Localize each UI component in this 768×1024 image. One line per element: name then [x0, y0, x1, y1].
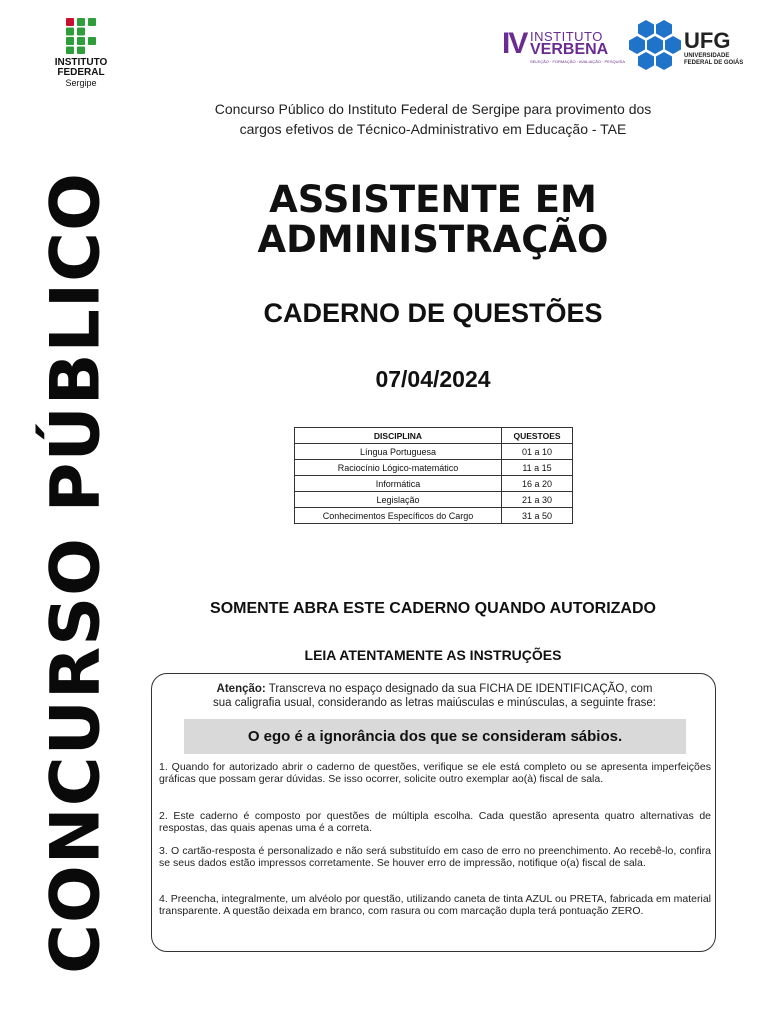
table-cell-questions: 16 a 20: [502, 476, 573, 492]
table-header-row: [295, 428, 573, 444]
title-line1: ASSISTENTE EM: [269, 178, 597, 221]
table-row: [295, 476, 573, 492]
disciplines-table: [294, 427, 573, 524]
attention-line2: sua caligrafia usual, considerando as letras maiúsculas e minúsculas, a seguinte frase:: [213, 697, 656, 709]
verbena-line1: INSTITUTO: [530, 29, 603, 44]
table-cell-discipline: Informática: [295, 476, 502, 492]
instructions-box: [151, 673, 716, 952]
if-logo-line2: FEDERAL: [57, 67, 105, 78]
side-title: CONCURSO PÚBLICO: [36, 172, 116, 974]
phrase-box: O ego é a ignorância dos que se consideram sábios.: [184, 719, 686, 754]
ufg-subtitle: [684, 53, 743, 67]
verbena-tagline: SELEÇÃO · FORMAÇÃO · AVALIAÇÃO · PESQUISA: [530, 59, 625, 64]
table-cell-questions: 11 a 15: [502, 460, 573, 476]
page-title: [150, 180, 716, 260]
subtitle: CADERNO DE QUESTÕES: [263, 298, 603, 328]
table-cell-discipline: Conhecimentos Específicos do Cargo: [295, 508, 502, 524]
instruction-item: 4. Preencha, integralmente, um alvéolo por questão, utilizando caneta de tinta AZUL ou PRETA, fabricada em material transparente. A questão deixada em branco, com rasura ou com marcação dupla terá pontuação ZERO.: [159, 893, 711, 917]
ufg-hexagons-icon: [626, 18, 682, 74]
verbena-mark: IV: [502, 27, 527, 60]
exam-date: 07/04/2024: [375, 366, 491, 392]
ufg-line2: FEDERAL DE GOIÁS: [684, 60, 744, 66]
instruction-item: 1. Quando for autorizado abrir o caderno de questões, verifique se ele está completo ou se apresenta imperfeições gráficas que possam gerar dúvidas. Se isso ocorrer, solicite outro exemplar ao(à) fiscal de sala.: [159, 761, 711, 785]
instruction-item: 3. O cartão-resposta é personalizado e não será substituído em caso de erro no preenchimento. Ao recebê-lo, confira se seus dados estão impressos corretamente. Se houver erro de impressão, notifique o(a) fiscal de sala.: [159, 845, 711, 869]
attention-label: Atenção:: [216, 683, 266, 695]
table-cell-discipline: Língua Portuguesa: [295, 444, 502, 460]
instruction-item: 2. Este caderno é composto por questões de múltipla escolha. Cada questão apresenta quatro alternativas de respostas, das quais apenas uma é a correta.: [159, 810, 711, 834]
if-logo-line1: INSTITUTO: [54, 57, 108, 68]
instituto-verbena-logo: [500, 26, 625, 66]
header-line1: Concurso Público do Instituto Federal de Sergipe para provimento dos: [214, 101, 652, 117]
table-cell-discipline: Legislação: [295, 492, 502, 508]
read-instructions-heading: LEIA ATENTAMENTE AS INSTRUÇÕES: [304, 647, 562, 663]
ufg-logo: [626, 18, 744, 76]
header-text: [150, 99, 716, 139]
header-line2: cargos efetivos de Técnico-Administrativo em Educação - TAE: [239, 121, 627, 137]
attention-line1: Transcreva no espaço designado da sua FICHA DE IDENTIFICAÇÃO, com: [268, 683, 653, 695]
verbena-line2: VERBENA: [530, 41, 609, 58]
ufg-name: UFG: [684, 28, 731, 53]
table-header-discipline: DISCIPLINA: [295, 428, 502, 444]
table-cell-discipline: Raciocínio Lógico-matemático: [295, 460, 502, 476]
table-row: [295, 444, 573, 460]
instituto-federal-grid-icon: [66, 18, 96, 54]
table-cell-questions: 21 a 30: [502, 492, 573, 508]
table-row: [295, 492, 573, 508]
ufg-line1: UNIVERSIDADE: [684, 53, 730, 59]
table-row: [295, 460, 573, 476]
table-header-questions: QUESTOES: [502, 428, 573, 444]
table-cell-questions: 01 a 10: [502, 444, 573, 460]
table-row: [295, 508, 573, 524]
table-cell-questions: 31 a 50: [502, 508, 573, 524]
instituto-federal-logo: [44, 18, 118, 89]
title-line2: ADMINISTRAÇÃO: [257, 218, 609, 261]
warning-open: SOMENTE ABRA ESTE CADERNO QUANDO AUTORIZADO: [210, 600, 656, 617]
attention-note: [172, 682, 697, 710]
if-logo-line3: Sergipe: [65, 78, 97, 88]
